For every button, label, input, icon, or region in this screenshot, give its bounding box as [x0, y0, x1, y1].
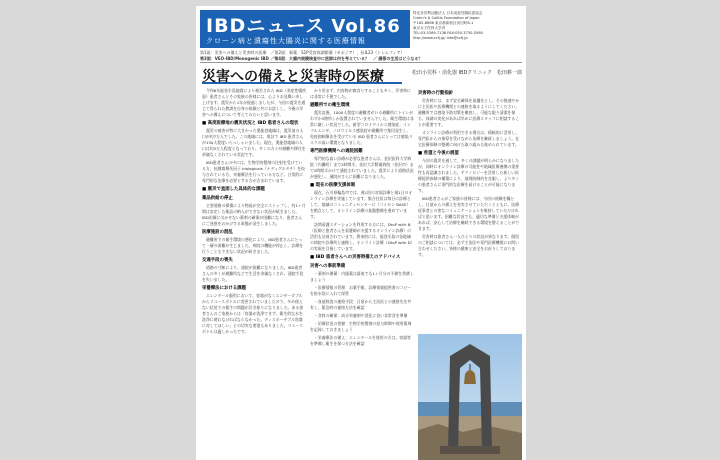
paragraph: 専門的な高い診療が必要な患者さんは、金沢医科大学病院（内灘町）まで2時間半、金沢大学附属病院（金沢市）まで2時間半かけて通院されていました。震災により道路状況が悪化し、通院がさらに困難になりました。 [310, 156, 414, 179]
newsletter-title: IBDニュース [206, 15, 326, 37]
paragraph: ・薬剤の備蓄：内服薬は最低でも1ヶ月分の予備を常備しましょう [310, 271, 414, 282]
article-author: 松田小児科・消化器 IBDクリニック 松田耕一郎 [411, 70, 522, 76]
section-heading: ■ IBD 患者さんへの災害時備えのアドバイス [310, 255, 401, 260]
paragraph: ・食料の確保：成分栄養剤や消化に良い非常食を準備 [314, 313, 408, 318]
masthead-title [206, 11, 401, 38]
section-heading: ■ 震災で直面した具体的な課題 [202, 187, 265, 192]
paragraph: IBD患者さんがご家族の皆様には、今回の経験を糧とし、日頃からの備えを充実させていただくとともに、医療従事者との密なコミュニケーションを維持していただければと思います。困難な状況でも、適切な準備と支援体制があれば、安心して治療を継続できる環境を整えることができます。 [418, 196, 520, 231]
paragraph: ・栄養療法の備え：エレンタールを使用の方は、容器等を準備し衛生を保つ方法を確認 [310, 335, 411, 346]
paragraph: エレンタール服用において、容器がなくエンザーダブルからリユースボトルに変更されていましたので、多め使えない状況での衛生の問題が浮き彫りになりました。ある患者さんのご家族からは「容器が洗浄できず、衛生的な水を洗浄に使わなければならなかった。ディスポーザブル容器に対してほしい」との切実な要望もありました。リユースボトルは適しかったです。 [202, 293, 304, 334]
article-column-3 [418, 88, 522, 330]
paragraph: 災害時は患者さん一人ひとりの状況が異なります。個別のご相談については、必ず主治医や専門医療機関にお問い合わせください。皆様の健康と安全をお祈りしております。 [418, 234, 520, 257]
publisher-line: TEL:03-5269-7136 FAX:050-3730-5560 [413, 31, 483, 35]
paragraph: 震災の被害が特に大きかった奥能登地域は、震災前の人口が約7万人でした。この地域には、推計で IBD 患者さんが130人程度いらっしゃいました。現在、奥能登地域の人口は約5万人程度となっており、多くの方々が避難や移住を余儀なくされている状況です。 [202, 128, 306, 157]
section-heading: 栄養療法における課題 [202, 286, 246, 291]
contents-row: 第1面：災害への備えと災害時の医療 ／第2面：新薬：S1P受容体調節薬（ゼポジア）、抗IL23（トレムフィア） [200, 50, 405, 55]
paragraph: 震災直後、1000人程度の避難者がいる避難所にトイレがわずか3箇所しか設置されていませんでした。衛生環境は非常に厳しい状況でした。新型コロナウイルス感染症、インフルエンザ、ノロウイルス感染症が避難所で集団発生し、免疫抑制療法を受けている IBD 患者さんにとっては感染リスクの高い環境となりました。 [310, 110, 414, 145]
volume-number: Vol.86 [331, 16, 401, 37]
section-heading: 専門医療機関への通院困難 [310, 149, 363, 154]
paragraph: 避難所での衛生環境の悪化により、IBD患者さんにとって一層の困難が生じました。病院の機能が停止し、診療を行うこともできない状況が続きました。 [202, 237, 304, 254]
section-heading: 避難所での衛生環境 [310, 103, 350, 108]
publisher-line: 東京女子医科大学内 [413, 26, 446, 30]
masthead-subtitle: クローン病と潰瘍性大腸炎に関する医療情報 [206, 37, 366, 45]
section-heading: 薬品供給の停止 [202, 196, 233, 201]
section-heading: 交通手段の喪失 [202, 258, 233, 263]
section-heading: 災害への事前準備 [310, 264, 346, 269]
publisher-line: 特定非営利活動法人 日本炎症性腸疾患協会 [413, 11, 483, 15]
publisher-line: 〒162-8666 東京都新宿区河田町8-1 [413, 21, 474, 25]
paragraph: 道路の寸断により、通院が困難になりました。IBD患者さんの多くが避難所などで生活を余儀なくされ、通院手段を失いました。 [202, 265, 304, 282]
newsletter-page [196, 6, 526, 460]
paragraph: 令和6年能登半島地震により被災された IBD（炎症性腸疾患）患者さんとその家族の皆様には、心よりお見舞い申し上げます。震災から1年が経過しましたが、今回の震災を通じて得られた教訓を自身の体験と共にお話しし、今後の災害への備えについて考えてみたいと思います。 [202, 88, 306, 117]
article-headline: 災害への備えと災害時の医療 [202, 66, 402, 84]
publisher-line: http://www.ccfj.jp/ info@ccfj.jp [413, 36, 468, 40]
paragraph: 訪問看護ステーションを利用する方には、DtoP with N（医師と患者さんを看護師が支援するオンライン診療）の活用も計画されています。将来的には、能登半島の各地域の病院や診療所と連携し、オンライン診療（DtoP with D）の実現を目指しています。 [310, 222, 413, 251]
article-column-1 [202, 88, 306, 460]
article-column-2 [310, 88, 414, 460]
paragraph: ・治療状況の把握：生物学的製剤の投与時期や使用薬剤を記録しておきましょう [310, 321, 412, 332]
paragraph: 災害時には、まず安全確保を最優先とし、その後速やかに主治医や医療機関との連絡を取るようにしてください。避難所では感染予防対策を徹底し、可能な限り清潔を保ち、体調の変化があれば早めに医療スタッフに相談することが重要です。 [418, 98, 520, 127]
contents-row: 第3面：VEO-IBD/Monogenic IBD ／第4面：大腸内視鏡検査中に医師は何を考えている？ ／ 腸管の生活はどうなる？ [200, 56, 423, 61]
paragraph: IBD患者さんの中には、生物学的製剤の注射を受けている方、抗腫瘍壊死因子 biologicals（ナディグルタチ）を投与されている方、栄養療法を行っている方など、日常的に専門的な治療を必要とする方が含まれています。 [202, 160, 305, 183]
paragraph: 現在、石川県輪島市では、週1回の対面診療と週1日のオンライン診療を実施しています。集合住居は毎日の診療として、地域のコミュニティセンターに（コミセン BASE）を拠点として、オンライン診療の基盤整備を進めています。 [310, 190, 413, 219]
section-heading: ■ 現在の医療支援体制 [310, 183, 356, 188]
paragraph: かり用まず、内容物が腐食りすることも多く、災害時には非常に不便でした。 [310, 88, 411, 99]
publisher-info [410, 10, 522, 48]
seaside-bell-monument-photo [418, 334, 522, 460]
paragraph: 今回の震災を通して、多くの課題が明らかになりましたが、同時にオンライン診療の可能性や地域医療連携の重要性も再認識されました。テクノロジーを活用した新しい医療提供体制の構築により、地理的制約を克服し、より多くの患者さんに専門的な医療を届けることが可能になります。 [418, 158, 520, 193]
photo-illustration [418, 334, 522, 460]
section-heading: ■ 高度医療地の震災状況と IBD 患者さんの現状 [202, 121, 299, 126]
paragraph: オンライン診療が利用できる場合は、積極的に活用し、専門医からの指導を受けながら治療を継続しましょう。在宅医療体制の整備に向けた取り組みも進められています。 [418, 130, 520, 147]
table-of-contents [200, 50, 522, 63]
publisher-line: Crohn's & Colitis Foundation of Japan [413, 16, 480, 20]
section-heading: ■ 希望と今後の展望 [418, 151, 459, 156]
section-heading: 災害時の行動指針 [418, 91, 454, 96]
section-heading: 医療施設の混乱 [202, 230, 233, 235]
paragraph: 主要道路の損傷により物流が完全にストップし、約1ヶ月間は安定した薬品の納入ができない状況が続きました。IBD治療に欠かせない薬剤の確保が困難になり、患者さんにご迷惑をおかけする事態が発生しました。 [202, 203, 306, 226]
paragraph: ・血液検査の連絡手段：日頃から主治医との連絡先を共有し、緊急時の連絡方法を確認 [310, 299, 412, 310]
paragraph: ・医療情報の管理：お薬手帳、診療情報提供書のコピーを防水袋に入れて保管 [310, 285, 412, 296]
